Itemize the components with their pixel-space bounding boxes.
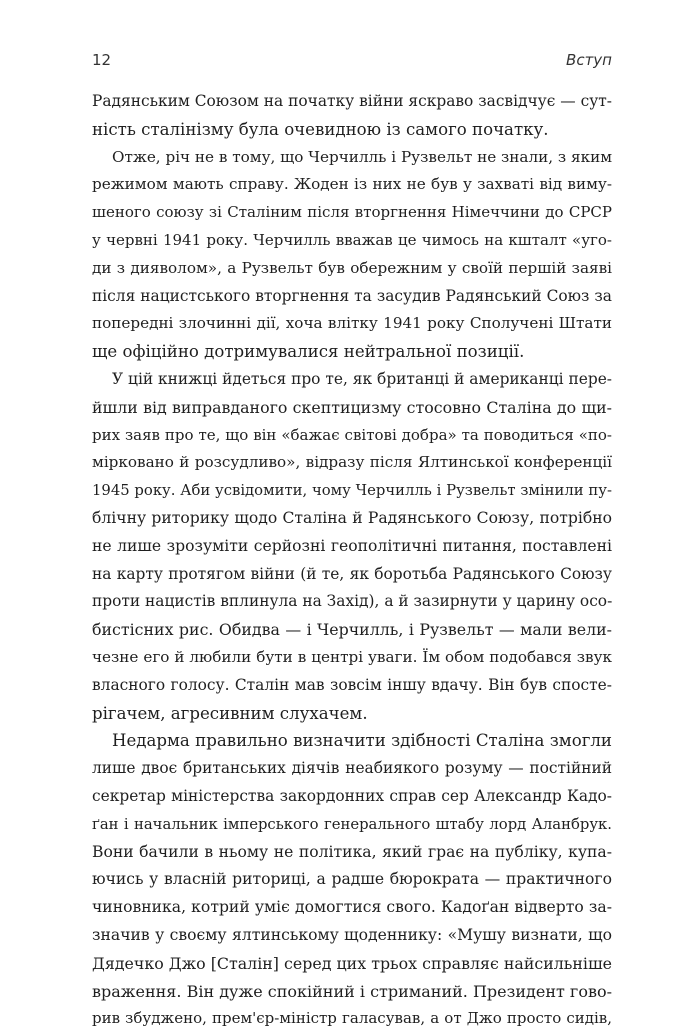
text-line: чиновника, котрий уміє домогтися свого. Кадоґан відверто за- — [92, 898, 612, 917]
text-line: чезне его й любили бути в центрі уваги. Їм обом подобався звук — [92, 647, 612, 666]
text-line: бистісних рис. Обидва — і Черчилль, і Рузвельт — мали вели- — [92, 620, 612, 640]
text-line: йшли від виправданого скептицизму стосовно Сталіна до щи- — [92, 397, 612, 417]
text-line: ди з дияволом», а Рузвельт був обережним у своїй першій заяві — [92, 258, 612, 277]
text-line: ще офіційно дотримувалися нейтральної позиції. — [92, 342, 525, 362]
text-line: Радянським Союзом на початку війни яскраво засвідчує — сут- — [92, 92, 612, 110]
text-line: секретар міністерства закордонних справ сер Александр Кадо- — [92, 786, 612, 805]
text-line: враження. Він дуже спокійний і стриманий. Президент гово- — [92, 981, 612, 1001]
text-line: шеного союзу зі Сталіним після вторгнення Німеччини до СРСР — [92, 203, 612, 222]
text-line: ючись у власній риториці, а радше бюрократа — практичного — [92, 870, 612, 889]
text-line: на карту протягом війни (й те, як боротьба Радянського Союзу — [92, 564, 612, 583]
text-line: рих заяв про те, що він «бажає світові добра» та поводиться «по- — [92, 425, 612, 444]
text-line: ґан і начальник імперського генерального штабу лорд Аланбрук. — [92, 815, 612, 833]
section-title: Вступ — [566, 51, 612, 69]
text-line: Вони бачили в ньому не політика, який грає на публіку, купа- — [92, 842, 612, 861]
text-line: 1945 року. Аби усвідомити, чому Черчилль і Рузвельт змінили пу- — [92, 482, 612, 500]
text-line: значив у своєму ялтинському щоденнику: «Мушу визнати, що — [92, 925, 612, 944]
text-line: рив збуджено, прем'єр-міністр галасував, а от Джо просто сидів, — [92, 1009, 612, 1028]
text-line: блічну риторику щодо Сталіна й Радянського Союзу, потрібно — [92, 508, 612, 527]
text-line: не лише зрозуміти серйозні геополітичні питання, поставлені — [92, 536, 612, 555]
text-line: попередні злочинні дії, хоча влітку 1941 року Сполучені Штати — [92, 314, 612, 333]
text-line: рігачем, агресивним слухачем. — [92, 703, 368, 723]
text-line: проти нацистів вплинула на Захід), а й зазирнути у царину осо- — [92, 592, 613, 611]
text-line: у червні 1941 року. Черчилль вважав це чимось на кшталт «уго- — [92, 230, 612, 249]
page-number: 12 — [92, 51, 112, 69]
running-head — [92, 51, 612, 73]
text-line: Отже, річ не в тому, що Черчилль і Рузвельт не знали, з яким — [112, 147, 613, 166]
text-line: ність сталінізму була очевидною із самого початку. — [92, 119, 549, 139]
text-line: мірковано й розсудливо», відразу після Ялтинської конференції — [92, 453, 612, 472]
body-text — [92, 88, 612, 1033]
text-line: У цій книжці йдеться про те, як британці й американці пере- — [112, 369, 612, 388]
text-line: Недарма правильно визначити здібності Сталіна змогли — [112, 731, 612, 751]
text-line: Дядечко Джо [Сталін] серед цих трьох справляє найсильніше — [92, 953, 612, 973]
text-line: власного голосу. Сталін мав зовсім іншу вдачу. Він був спосте- — [92, 675, 612, 694]
text-line: лише двоє британських діячів неабиякого розуму — постійний — [92, 759, 612, 778]
text-line: режимом мають справу. Жоден із них не був у захваті від виму- — [92, 175, 612, 194]
text-line: після нацистського вторгнення та засудив Радянський Союз за — [92, 286, 612, 305]
